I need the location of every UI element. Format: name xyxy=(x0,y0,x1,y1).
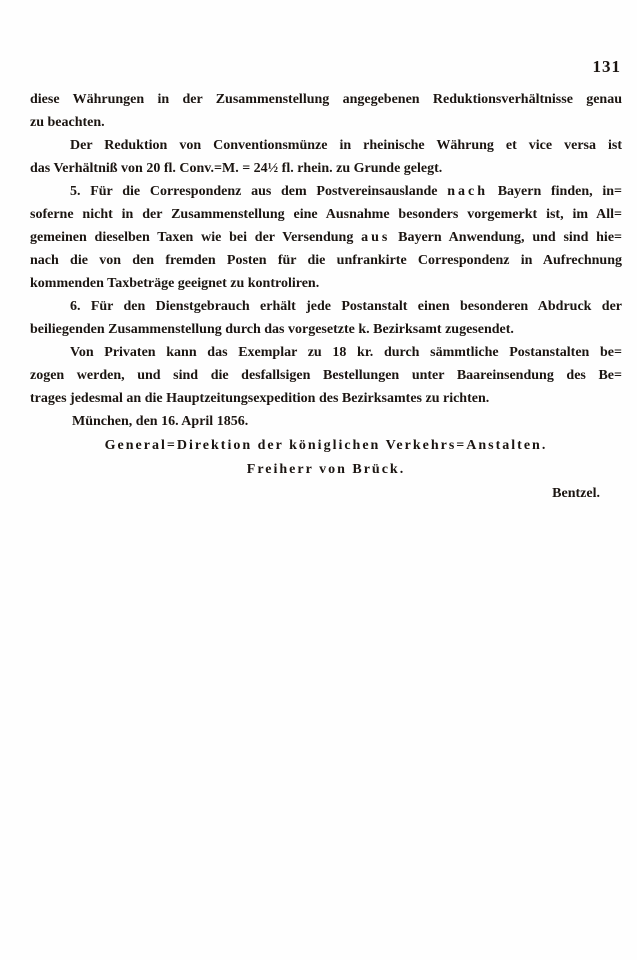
countersignature: Bentzel. xyxy=(552,486,600,501)
body-text-line: das Verhältniß von 20 fl. Conv.=M. = 24½ fl. rhein. zu Grunde gelegt. xyxy=(30,161,443,176)
body-text-line: Von Privaten kann das Exemplar zu 18 kr. durch sämmtliche Postanstalten be= xyxy=(70,345,622,360)
body-text-segment: Bayern Anwendung, und sind hie= xyxy=(398,230,623,245)
body-text-line: trages jedesmal an die Hauptzeitungsexpedition des Bezirksamtes zu richten. xyxy=(30,391,490,406)
body-text-line: zogen werden, und sind die desfallsigen Bestellungen unter Baareinsendung des Be= xyxy=(30,368,622,383)
body-text-line: beiliegenden Zusammenstellung durch das vorgesetzte k. Bezirksamt zugesendet. xyxy=(30,322,514,337)
dateline: München, den 16. April 1856. xyxy=(72,414,249,429)
body-text-line: 6. Für den Dienstgebrauch erhält jede Postanstalt einen besonderen Abdruck der xyxy=(70,299,622,314)
spaced-word: nach xyxy=(447,184,488,199)
spaced-word: aus xyxy=(361,230,391,245)
body-text-line: kommenden Taxbeträge geeignet zu kontroliren. xyxy=(30,276,320,291)
body-text-line: soferne nicht in der Zusammenstellung eine Ausnahme besonders vorgemerkt ist, im All= xyxy=(30,207,622,222)
body-text-line: zu beachten. xyxy=(30,115,105,130)
body-text-segment: Bayern finden, in= xyxy=(497,184,622,199)
body-text-line: Der Reduktion von Conventionsmünze in rheinische Währung et vice versa ist xyxy=(70,138,622,153)
text-block xyxy=(30,88,622,506)
body-text-segment: gemeinen dieselben Taxen wie bei der Versendung xyxy=(30,230,354,245)
closing-block xyxy=(30,410,622,506)
body-text-segment: 5. Für die Correspondenz aus dem Postvereinsauslande xyxy=(70,184,438,199)
body-text-line xyxy=(30,180,622,203)
body-text-line xyxy=(30,226,622,249)
body-text-line: nach die von den fremden Posten für die unfrankirte Correspondenz in Aufrechnung xyxy=(30,253,622,268)
page-number: 131 xyxy=(592,57,621,76)
signatory-line: Freiherr von Brück. xyxy=(246,462,406,477)
body-text-line: diese Währungen in der Zusammenstellung angegebenen Reduktionsverhältnisse genau xyxy=(30,92,622,107)
authority-line: General=Direktion der königlichen Verkehrs=Anstalten. xyxy=(104,438,548,453)
